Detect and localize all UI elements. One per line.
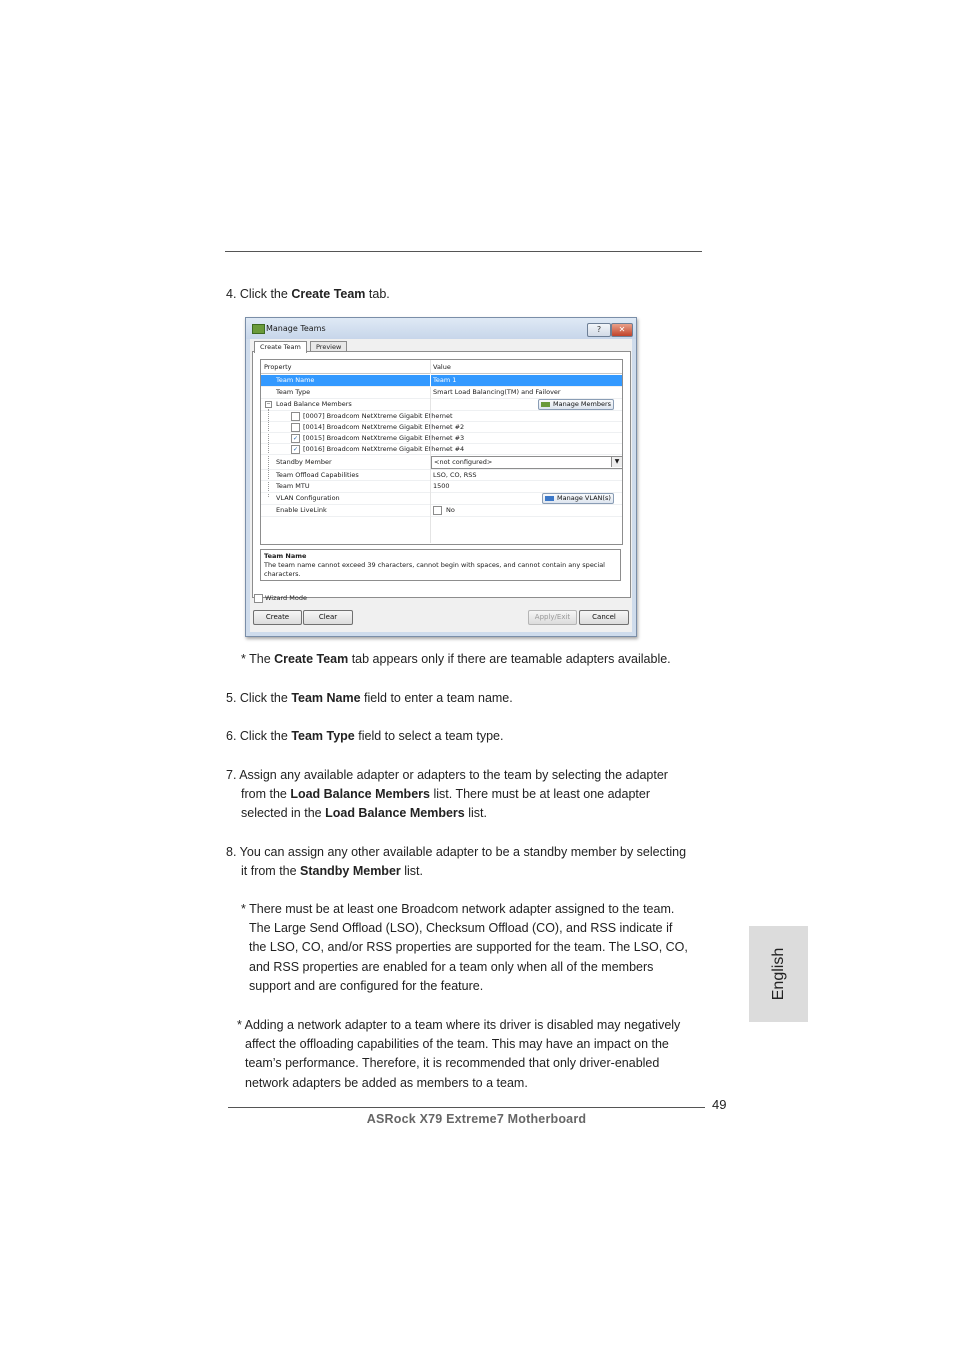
standby-member-dropdown[interactable]: <not configured> ▼ [431, 456, 623, 469]
note-driver: * Adding a network adapter to a team where its driver is disabled may negatively affect the offloading capabilities of the team. This may have an impact on the team’s performance. Therefore, it is recommended that only driver-enabled network adapters be added as members to a team. [237, 1018, 681, 1090]
grid-header [261, 360, 622, 374]
step-7: 7. Assign any available adapter or adapters to the team by selecting the adapter from the Load Balance Members list. There must be at least one adapter selected in the Load Balance Members list. [226, 768, 668, 821]
network-team-icon [252, 324, 265, 334]
dialog-titlebar[interactable] [246, 318, 636, 339]
create-button[interactable]: Create [253, 610, 302, 625]
manage-members-button[interactable]: Manage Members [538, 399, 614, 410]
mtu-row[interactable]: Team MTU 1500 [261, 481, 622, 493]
vlan-row: VLAN Configuration Manage VLAN(s) [261, 493, 622, 505]
step-8: 8. You can assign any other available adapter to be a standby member by selecting it from the Standby Member list. [226, 845, 687, 879]
livelink-checkbox[interactable] [433, 506, 442, 515]
property-grid [260, 359, 623, 545]
chevron-down-icon[interactable]: ▼ [611, 457, 622, 467]
page-number: 49 [712, 1097, 727, 1112]
language-tab: English [749, 926, 808, 1022]
help-button[interactable]: ? [587, 323, 611, 337]
footer-text: ASRock X79 Extreme7 Motherboard [366, 1112, 587, 1126]
livelink-row: Enable LiveLink No [261, 505, 622, 517]
tab-create-team[interactable]: Create Team [254, 341, 307, 353]
footer-rule [228, 1107, 705, 1108]
offload-row: Team Offload Capabilities LSO, CO, RSS [261, 470, 622, 481]
member-checkbox-checked[interactable]: ✓ [292, 435, 299, 442]
members-icon [541, 402, 550, 407]
description-text: The team name cannot exceed 39 characters, cannot begin with spaces, and cannot contain any special characters. [264, 561, 605, 578]
description-title: Team Name [264, 552, 307, 560]
manage-vlans-button[interactable]: Manage VLAN(s) [542, 493, 614, 504]
member-row[interactable]: [0014] Broadcom NetXtreme Gigabit Ethernet #2 [261, 422, 622, 433]
description-box [260, 549, 621, 581]
create-team-panel [252, 351, 631, 598]
dialog-title: Manage Teams [266, 324, 326, 333]
member-row[interactable]: ✓ [0015] Broadcom NetXtreme Gigabit Ethernet #3 [261, 433, 622, 444]
team-type-row[interactable]: Team Type Smart Load Balancing(TM) and Failover [261, 387, 622, 399]
member-row[interactable]: [0007] Broadcom NetXtreme Gigabit Ethernet [261, 411, 622, 422]
header-rule [225, 251, 702, 252]
vlan-icon [545, 496, 554, 501]
close-button[interactable]: ✕ [611, 323, 633, 337]
standby-member-row[interactable]: Standby Member <not configured> ▼ [261, 455, 622, 470]
dialog-client [250, 339, 632, 632]
tab-preview[interactable]: Preview [310, 341, 347, 352]
team-type-value[interactable]: Smart Load Balancing(TM) and Failover [433, 388, 561, 396]
collapse-icon[interactable]: − [266, 401, 271, 407]
mtu-value[interactable]: 1500 [433, 482, 450, 490]
column-property: Property [264, 363, 292, 371]
manage-teams-dialog [245, 317, 637, 637]
step-4: 4. Click the Create Team tab. [226, 287, 390, 301]
team-name-value[interactable]: Team 1 [433, 376, 457, 384]
wizard-mode-checkbox[interactable] [254, 594, 263, 603]
team-name-row[interactable]: Team Name Team 1 [261, 375, 622, 387]
step-6: 6. Click the Team Type field to select a team type. [226, 729, 504, 743]
note-broadcom: * There must be at least one Broadcom network adapter assigned to the team. The Large Send Offload (LSO), Checksum Offload (CO), and RSS indicate if the LSO, CO, and/or RSS properties are supported for the team. The LSO, CO, and RSS properties are enabled for a team only when all of the members support and are configured for the feature. [241, 902, 688, 993]
member-checkbox[interactable] [291, 423, 300, 432]
column-value: Value [433, 363, 451, 371]
member-checkbox[interactable] [291, 412, 300, 421]
cancel-button[interactable]: Cancel [579, 610, 629, 625]
note-create-team: * The Create Team tab appears only if there are teamable adapters available. [241, 652, 671, 666]
member-checkbox-checked[interactable]: ✓ [292, 446, 299, 453]
load-balance-row: − Load Balance Members Manage Members [261, 399, 622, 411]
step-5: 5. Click the Team Name field to enter a team name. [226, 691, 513, 705]
wizard-mode-label: Wizard Mode [265, 594, 307, 602]
member-row[interactable]: ✓ [0016] Broadcom NetXtreme Gigabit Ethernet #4 [261, 444, 622, 455]
clear-button[interactable]: Clear [303, 610, 353, 625]
apply-exit-button[interactable]: Apply/Exit [528, 610, 577, 625]
